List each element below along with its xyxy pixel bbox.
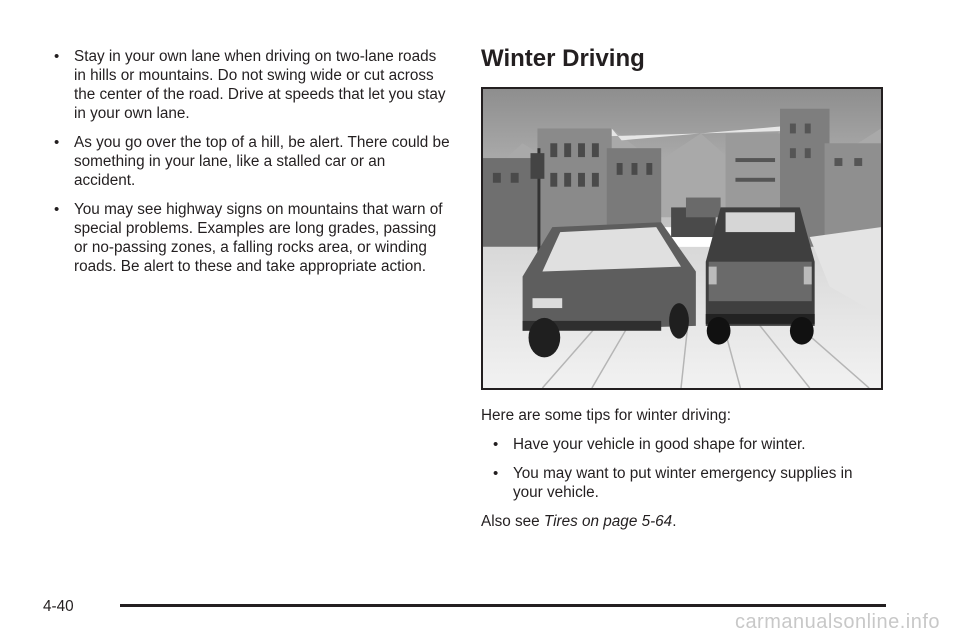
- bullet-icon: •: [54, 48, 60, 65]
- car-left-headlight: [533, 298, 563, 308]
- tires-page-link[interactable]: Tires on page 5-64: [543, 513, 673, 530]
- also-see-suffix: .: [672, 513, 677, 530]
- truck-right-taillight-right: [804, 267, 812, 285]
- list-item-text: Have your vehicle in good shape for winter.: [513, 436, 806, 453]
- also-see-reference: [481, 512, 886, 531]
- list-item: [491, 435, 886, 454]
- bullet-icon: •: [54, 201, 60, 218]
- list-item-text: You may see highway signs on mountains that warn of special problems. Examples are long grades, passing or no-passing zones, a falling rocks area, or winding roads. Be alert to these and take appropriate action.: [74, 201, 443, 275]
- footer-divider: [120, 604, 886, 607]
- list-item-text: As you go over the top of a hill, be alert. There could be something in your lane, like a stalled car or an accident.: [74, 134, 450, 189]
- traffic-light: [531, 153, 545, 179]
- winter-road-illustration: [481, 87, 883, 390]
- list-item: [52, 133, 450, 190]
- bullet-icon: •: [493, 436, 499, 453]
- also-see-prefix: Also see: [481, 513, 544, 530]
- left-column: [52, 47, 450, 286]
- car-left-wheel-rear: [669, 303, 689, 339]
- bullet-icon: •: [54, 134, 60, 151]
- watermark: carmanualsonline.info: [734, 611, 940, 633]
- truck-right-tailgate: [709, 262, 812, 301]
- section-heading: Winter Driving: [481, 45, 645, 72]
- truck-right-wheel-right: [790, 317, 814, 345]
- list-item-text: You may want to put winter emergency supplies in your vehicle.: [513, 465, 853, 501]
- car-left-windshield: [542, 227, 681, 271]
- car-left-wheel: [529, 318, 561, 357]
- right-column: [481, 45, 886, 531]
- truck-right-taillight-left: [709, 267, 717, 285]
- list-item: [491, 464, 886, 502]
- truck-right-wheel-left: [707, 317, 731, 345]
- truck-right-window: [726, 212, 795, 232]
- list-item: [52, 47, 450, 123]
- list-item: [52, 200, 450, 276]
- intro-text: Here are some tips for winter driving:: [481, 407, 731, 424]
- page-number: 4-40: [43, 598, 74, 615]
- car-distant-2: [686, 198, 721, 218]
- bullet-icon: •: [493, 465, 499, 482]
- list-item-text: Stay in your own lane when driving on two-lane roads in hills or mountains. Do not swing wide or cut across the center of the road. Drive at speeds that let you stay in your own lane.: [74, 48, 446, 122]
